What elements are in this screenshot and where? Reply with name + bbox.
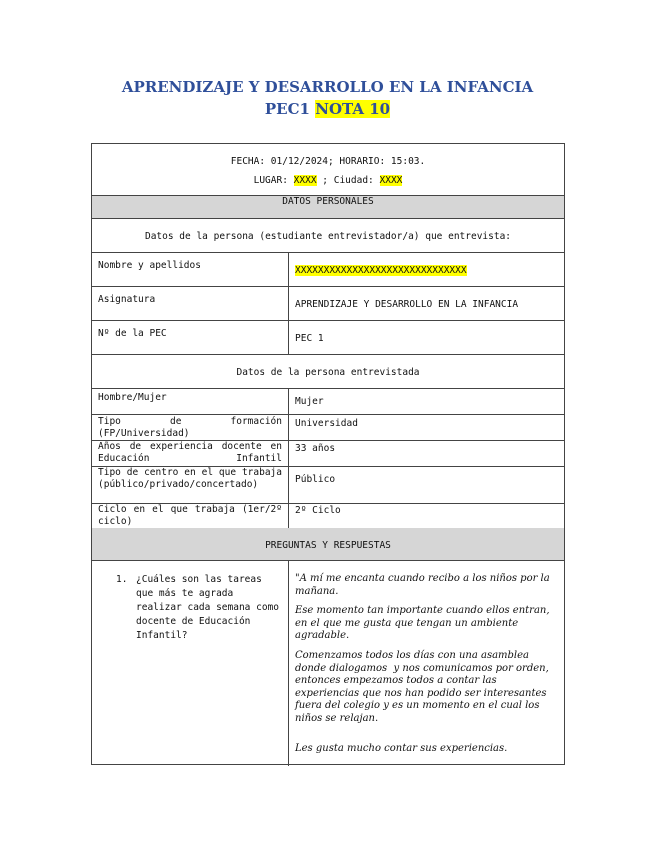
question-text: ¿Cuáles son las tareas que más te agrada realizar cada semana como docente de Educación Infantil?: [136, 574, 285, 641]
row-value-nombre: XXXXXXXXXXXXXXXXXXXXXXXXXXXXXX: [295, 265, 467, 276]
row-label-centro: Tipo de centro en el que trabaja (público/privado/concertado): [98, 467, 288, 490]
row-label-pec: Nº de la PEC: [98, 328, 167, 339]
row-label-asignatura: Asignatura: [98, 294, 156, 305]
document-title: APRENDIZAJE Y DESARROLLO EN LA INFANCIA: [121, 78, 534, 96]
subtitle-prefix: PEC1: [264, 100, 310, 118]
row-value-sexo: Mujer: [295, 396, 324, 407]
answer-paragraph-1: "A mí me encanta cuando recibo a los niños por la mañana.: [295, 573, 553, 597]
row-value-formacion: Universidad: [295, 418, 358, 429]
datos-personales-heading: DATOS PERSONALES: [282, 196, 374, 207]
answer-paragraph-2: Ese momento tan importante cuando ellos entran, en el que me gusta que tengan un ambiente agradable.: [295, 605, 553, 641]
ciudad-label: ; Ciudad:: [322, 175, 374, 186]
row-value-centro: Público: [295, 474, 336, 485]
fecha-line: FECHA: 01/12/2024; HORARIO: 15:03.: [230, 156, 426, 167]
row-value-experiencia: 33 años: [295, 443, 336, 454]
row-label-nombre: Nombre y apellidos: [98, 260, 201, 271]
row-label-experiencia: Años de experiencia docente en Educación Infantil: [98, 441, 288, 464]
answer-paragraph-4: Les gusta mucho contar sus experiencias.: [295, 743, 508, 754]
interview-table: [91, 143, 565, 765]
preguntas-heading: PREGUNTAS Y RESPUESTAS: [265, 540, 391, 551]
ciudad-value: XXXX: [379, 175, 403, 186]
row-label-sexo: Hombre/Mujer: [98, 392, 167, 403]
entrevistada-subheading: Datos de la persona entrevistada: [236, 367, 420, 378]
grade-highlight: NOTA 10: [315, 100, 391, 118]
lugar-line: [92, 175, 564, 187]
question-number: 1.: [116, 574, 128, 585]
answer-paragraph-3: Comenzamos todos los días con una asamblea donde dialogamos y nos comunicamos por orden, entonces empezamos todos a contar las experiencias que nos han podido ser interesantes fuera del colegio y es un momento en el cual los niños se relajan.: [295, 650, 552, 724]
document-subtitle: [0, 100, 655, 118]
row-value-ciclo: 2º Ciclo: [295, 505, 341, 516]
row-value-pec: PEC 1: [295, 333, 324, 344]
row-label-formacion: Tipo de formación (FP/Universidad): [98, 416, 288, 439]
row-value-asignatura: APRENDIZAJE Y DESARROLLO EN LA INFANCIA: [295, 299, 519, 310]
row-label-ciclo: Ciclo en el que trabaja (1er/2º ciclo): [98, 504, 288, 527]
lugar-value: XXXX: [293, 175, 317, 186]
lugar-label: LUGAR:: [253, 175, 288, 186]
entrevistador-subheading: Datos de la persona (estudiante entrevistador/a) que entrevista:: [144, 231, 512, 242]
